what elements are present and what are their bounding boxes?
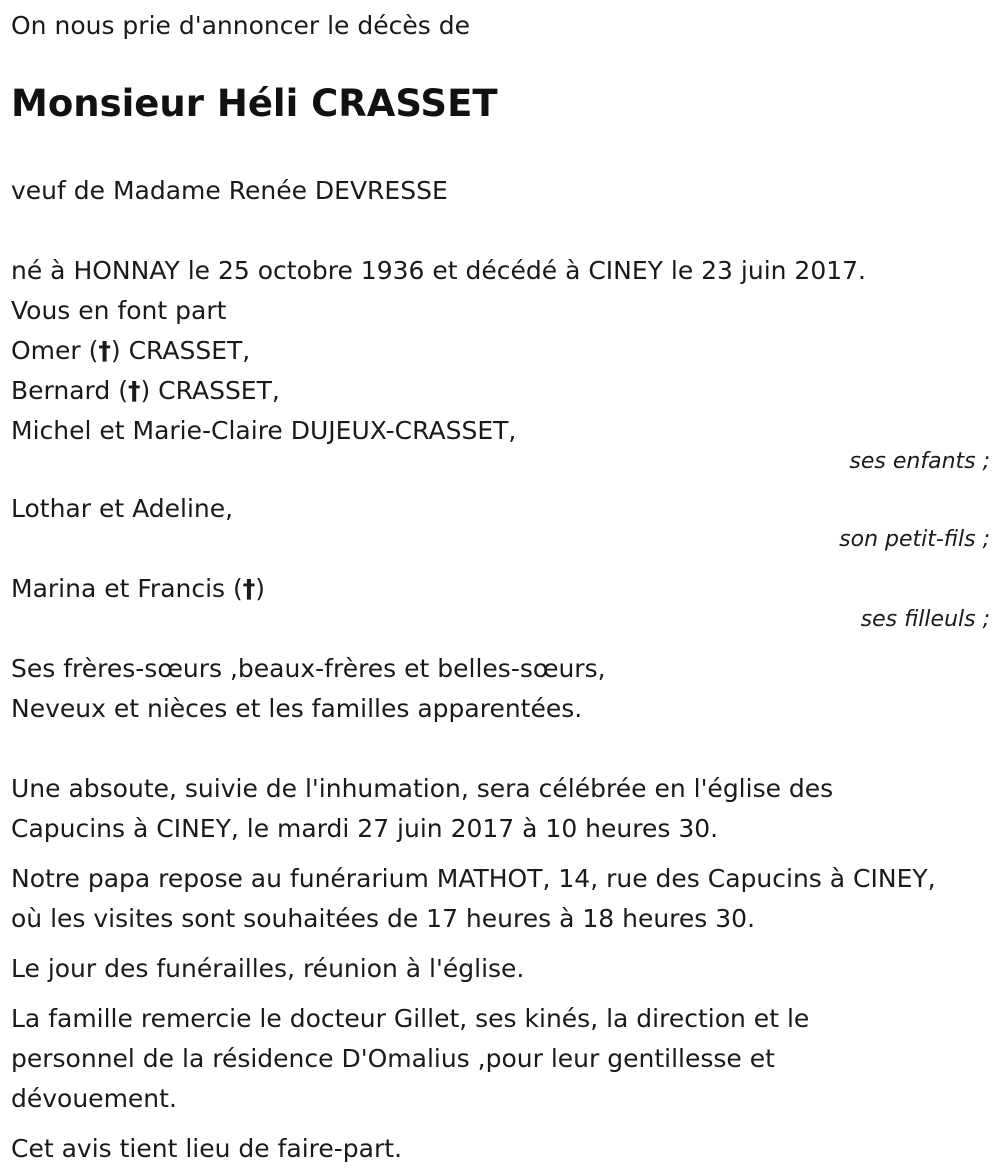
children-relation: ses enfants ;: [849, 449, 990, 474]
cross-icon: †: [127, 376, 141, 405]
cross-icon: †: [242, 574, 256, 603]
ceremony-line: Une absoute, suivie de l'inhumation, sera célébrée en l'église des: [11, 774, 834, 803]
child-name-end: ) CRASSET,: [140, 376, 280, 405]
child-name-end: ) CRASSET,: [110, 336, 251, 365]
godchildren-line: [11, 569, 990, 609]
widow-of-text: veuf de Madame Renée DEVRESSE: [11, 176, 448, 205]
ceremony-line: Capucins à CINEY, le mardi 27 juin 2017 à 10 heures 30.: [11, 814, 719, 843]
cross-icon: †: [98, 336, 111, 365]
thanks-line: dévouement.: [11, 1084, 177, 1113]
visit-line: Notre papa repose au funérarium MATHOT, 14, rue des Capucins à CINEY,: [11, 864, 936, 893]
grandson-line: Lothar et Adeline,: [11, 494, 234, 523]
birth-death-text: né à HONNAY le 25 octobre 1936 et décédé à CINEY le 23 juin 2017.: [11, 256, 867, 285]
closing-text: Cet avis tient lieu de faire-part.: [11, 1134, 403, 1163]
thanks-line: personnel de la résidence D'Omalius ,pour leur gentillesse et: [11, 1044, 775, 1073]
godchildren-relation: ses filleuls ;: [860, 607, 990, 632]
meeting-text: Le jour des funérailles, réunion à l'église.: [11, 954, 525, 983]
child-line: [11, 331, 990, 371]
child-name: Michel et Marie-Claire DUJEUX-CRASSET,: [11, 416, 517, 445]
visit-line: où les visites sont souhaitées de 17 heures à 18 heures 30.: [11, 904, 756, 933]
thanks-line: La famille remercie le docteur Gillet, ses kinés, la direction et le: [11, 1004, 810, 1033]
death-notice: [0, 6, 1000, 1169]
deceased-name: Monsieur Héli CRASSET: [11, 82, 498, 125]
godchildren-name-start: Marina et Francis (: [11, 574, 243, 603]
child-name-start: Omer (: [11, 336, 99, 365]
announcers-heading: Vous en font part: [11, 296, 227, 325]
godchildren-name-end: ): [255, 574, 266, 603]
child-line: [11, 411, 990, 451]
intro-text: On nous prie d'annoncer le décès de: [11, 11, 470, 40]
child-line: [11, 371, 990, 411]
grandson-relation: son petit-fils ;: [839, 527, 990, 552]
family-line: Ses frères-sœurs ,beaux-frères et belles-sœurs,: [11, 654, 606, 683]
family-line: Neveux et nièces et les familles apparentées.: [11, 694, 583, 723]
child-name-start: Bernard (: [11, 376, 128, 405]
